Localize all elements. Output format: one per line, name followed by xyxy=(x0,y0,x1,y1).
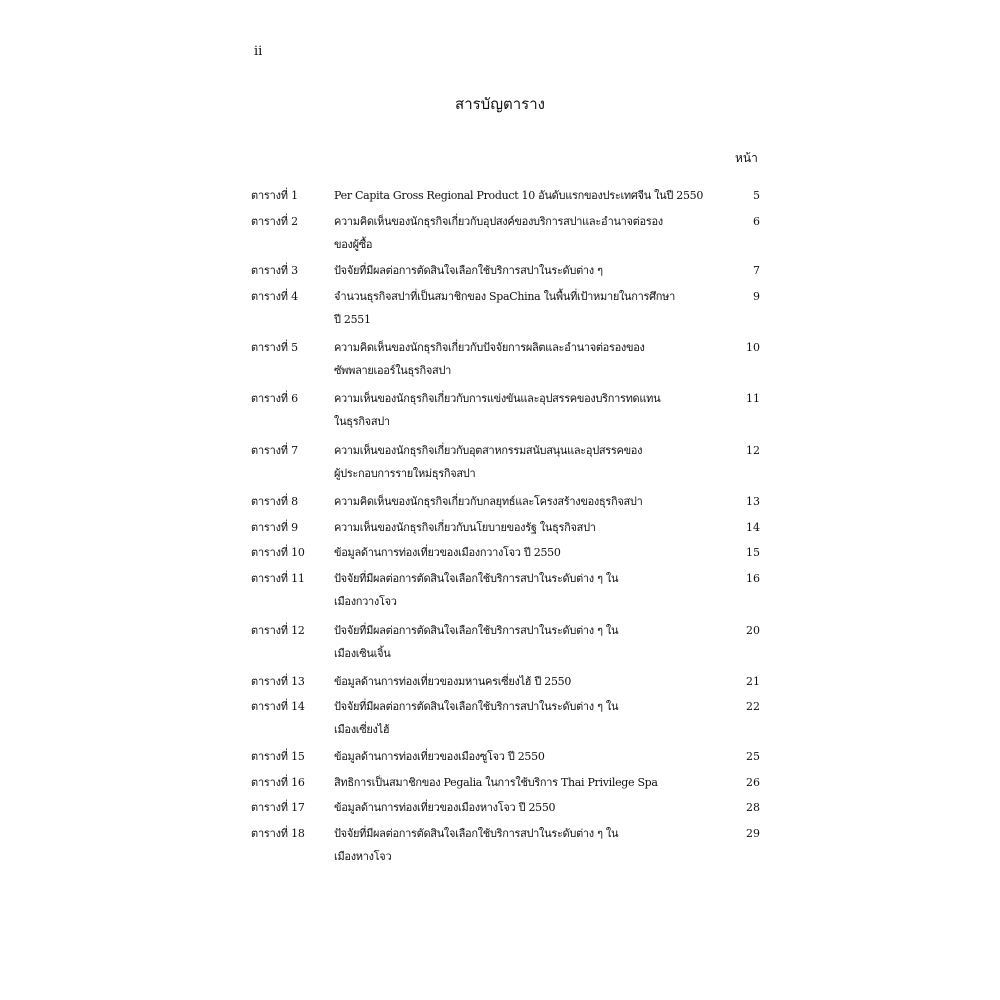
table-label: ตารางที่ 1 xyxy=(251,189,298,202)
table-label: ตารางที่ 9 xyxy=(251,521,298,534)
caption-line-1: ปัจจัยที่มีผลต่อการตัดสินใจเลือกใช้บริการสปาในระดับต่าง ๆ ใน xyxy=(334,827,619,840)
table-caption xyxy=(334,336,724,382)
caption-line-2: ปี 2551 xyxy=(334,313,371,326)
caption-line-1: ความเห็นของนักธุรกิจเกี่ยวกับนโยบายของรัฐ ในธุรกิจสปา xyxy=(334,521,596,534)
caption-line-1: ข้อมูลด้านการท่องเที่ยวของเมืองซูโจว ปี 2550 xyxy=(334,750,545,763)
page-number: 6 xyxy=(753,215,760,228)
page-number: 20 xyxy=(746,624,760,637)
table-caption xyxy=(334,771,724,794)
table-caption xyxy=(334,387,724,433)
table-label: ตารางที่ 11 xyxy=(251,572,305,585)
caption-line-1: ความคิดเห็นของนักธุรกิจเกี่ยวกับอุปสงค์ของบริการสปาและอำนาจต่อรอง xyxy=(334,215,663,228)
caption-line-2: ซัพพลายเออร์ในธุรกิจสปา xyxy=(334,364,452,377)
table-caption xyxy=(334,670,724,693)
table-caption xyxy=(334,745,724,768)
page-number: 25 xyxy=(746,750,760,763)
caption-line-1: สิทธิการเป็นสมาชิกของ Pegalia ในการใช้บริการ Thai Privilege Spa xyxy=(334,776,658,789)
table-label: ตารางที่ 4 xyxy=(251,290,298,303)
page-number: 12 xyxy=(746,444,760,457)
table-caption xyxy=(334,184,724,207)
table-label: ตารางที่ 5 xyxy=(251,341,298,354)
page-number: 13 xyxy=(746,495,760,508)
table-caption xyxy=(334,285,724,331)
page-number: 10 xyxy=(746,341,760,354)
caption-line-1: ข้อมูลด้านการท่องเที่ยวของเมืองกวางโจว ปี 2550 xyxy=(334,546,561,559)
caption-line-1: ปัจจัยที่มีผลต่อการตัดสินใจเลือกใช้บริการสปาในระดับต่าง ๆ ใน xyxy=(334,700,619,713)
caption-line-2: เมืองเซินเจิ้น xyxy=(334,647,391,660)
table-caption xyxy=(334,822,724,868)
table-label: ตารางที่ 10 xyxy=(251,546,305,559)
page-number: 22 xyxy=(746,700,760,713)
caption-line-2: ในธุรกิจสปา xyxy=(334,415,390,428)
roman-page-number: ii xyxy=(254,44,263,59)
table-caption xyxy=(334,796,724,819)
table-label: ตารางที่ 17 xyxy=(251,801,305,814)
page-number: 16 xyxy=(746,572,760,585)
page-number: 26 xyxy=(746,776,760,789)
table-label: ตารางที่ 14 xyxy=(251,700,305,713)
table-label: ตารางที่ 16 xyxy=(251,776,305,789)
page-number: 5 xyxy=(753,189,760,202)
table-caption xyxy=(334,541,724,564)
caption-line-1: ข้อมูลด้านการท่องเที่ยวของเมืองหางโจว ปี 2550 xyxy=(334,801,556,814)
caption-line-1: ความเห็นของนักธุรกิจเกี่ยวกับการแข่งขันและอุปสรรคของบริการทดแทน xyxy=(334,392,661,405)
caption-line-1: ความคิดเห็นของนักธุรกิจเกี่ยวกับปัจจัยการผลิตและอำนาจต่อรองของ xyxy=(334,341,645,354)
table-label: ตารางที่ 2 xyxy=(251,215,298,228)
caption-line-1: ปัจจัยที่มีผลต่อการตัดสินใจเลือกใช้บริการสปาในระดับต่าง ๆ xyxy=(334,264,603,277)
page-number: 14 xyxy=(746,521,760,534)
page-number: 15 xyxy=(746,546,760,559)
table-caption xyxy=(334,259,724,282)
table-label: ตารางที่ 8 xyxy=(251,495,298,508)
table-label: ตารางที่ 12 xyxy=(251,624,305,637)
table-caption xyxy=(334,210,724,256)
caption-line-2: เมืองกวางโจว xyxy=(334,595,397,608)
table-caption xyxy=(334,439,724,485)
table-label: ตารางที่ 3 xyxy=(251,264,298,277)
page-number: 21 xyxy=(746,675,760,688)
caption-line-2: ของผู้ซื้อ xyxy=(334,238,373,251)
page-number: 28 xyxy=(746,801,760,814)
page-column-header: หน้า xyxy=(735,151,758,165)
page-number: 7 xyxy=(753,264,760,277)
table-label: ตารางที่ 15 xyxy=(251,750,305,763)
caption-line-2: ผู้ประกอบการรายใหม่ธุรกิจสปา xyxy=(334,467,476,480)
table-label: ตารางที่ 7 xyxy=(251,444,298,457)
caption-line-1: ข้อมูลด้านการท่องเที่ยวของมหานครเซี่ยงไฮ้ ปี 2550 xyxy=(334,675,572,688)
caption-line-1: ปัจจัยที่มีผลต่อการตัดสินใจเลือกใช้บริการสปาในระดับต่าง ๆ ใน xyxy=(334,572,619,585)
caption-line-1: ปัจจัยที่มีผลต่อการตัดสินใจเลือกใช้บริการสปาในระดับต่าง ๆ ใน xyxy=(334,624,619,637)
table-label: ตารางที่ 6 xyxy=(251,392,298,405)
table-caption xyxy=(334,695,724,741)
caption-line-1: ความคิดเห็นของนักธุรกิจเกี่ยวกับกลยุทธ์และโครงสร้างของธุรกิจสปา xyxy=(334,495,643,508)
caption-line-1: ความเห็นของนักธุรกิจเกี่ยวกับอุตสาหกรรมสนับสนุนและอุปสรรคของ xyxy=(334,444,643,457)
table-caption xyxy=(334,567,724,613)
page-number: 9 xyxy=(753,290,760,303)
caption-line-2: เมืองหางโจว xyxy=(334,850,392,863)
page-title: สารบัญตาราง xyxy=(455,95,545,113)
table-caption xyxy=(334,490,724,513)
table-caption xyxy=(334,619,724,665)
table-label: ตารางที่ 18 xyxy=(251,827,305,840)
page-number: 29 xyxy=(746,827,760,840)
page-number: 11 xyxy=(746,392,760,405)
caption-line-1: จำนวนธุรกิจสปาที่เป็นสมาชิกของ SpaChina ในพื้นที่เป้าหมายในการศึกษา xyxy=(334,290,675,303)
caption-line-1: Per Capita Gross Regional Product 10 อันดับแรกของประเทศจีน ในปี 2550 xyxy=(334,189,704,202)
table-label: ตารางที่ 13 xyxy=(251,675,305,688)
caption-line-2: เมืองเซี่ยงไฮ้ xyxy=(334,723,390,736)
table-caption xyxy=(334,516,724,539)
